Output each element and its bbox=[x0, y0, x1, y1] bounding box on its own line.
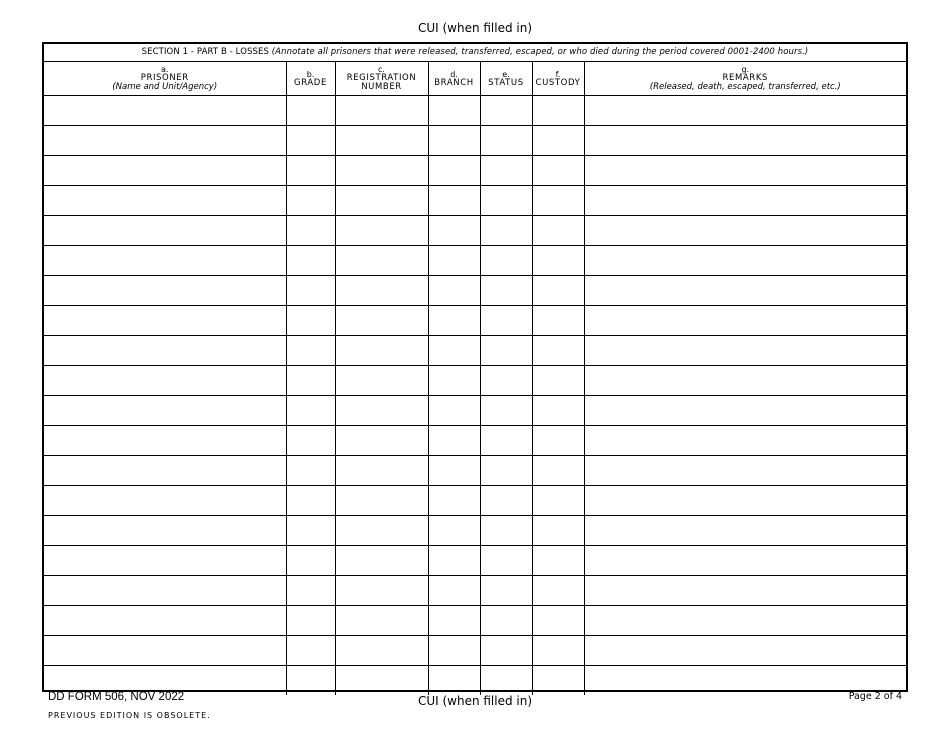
grade-cell[interactable] bbox=[286, 246, 335, 276]
table-row bbox=[44, 576, 906, 606]
custody-cell[interactable] bbox=[532, 96, 584, 126]
section-instruction: (Annotate all prisoners that were released, transferred, escaped, or who died during the period covered 0001-2400 hours.) bbox=[271, 47, 809, 57]
custody-cell[interactable] bbox=[532, 336, 584, 366]
grade-cell[interactable] bbox=[286, 486, 335, 516]
custody-cell[interactable] bbox=[532, 306, 584, 336]
remarks-cell[interactable] bbox=[584, 186, 906, 216]
grade-cell[interactable] bbox=[286, 516, 335, 546]
table-row bbox=[44, 546, 906, 576]
edition-note: PREVIOUS EDITION IS OBSOLETE. bbox=[48, 711, 211, 720]
prisoner-cell[interactable] bbox=[44, 606, 286, 636]
column-sublabel: (Released, death, escaped, transferred, etc.) bbox=[649, 82, 841, 92]
column-label: REGISTRATION NUMBER bbox=[346, 73, 417, 92]
grade-cell[interactable] bbox=[286, 636, 335, 666]
custody-cell[interactable] bbox=[532, 246, 584, 276]
grade-cell[interactable] bbox=[286, 366, 335, 396]
status-cell[interactable] bbox=[480, 396, 532, 426]
grade-cell[interactable] bbox=[286, 126, 335, 156]
column-sublabel: (Name and Unit/Agency) bbox=[112, 82, 218, 92]
branch-cell[interactable] bbox=[428, 666, 480, 696]
section-title-bar bbox=[44, 44, 906, 62]
branch-cell[interactable] bbox=[428, 126, 480, 156]
custody-cell[interactable] bbox=[532, 396, 584, 426]
status-cell[interactable] bbox=[480, 666, 532, 696]
table-row bbox=[44, 276, 906, 306]
status-cell[interactable] bbox=[480, 636, 532, 666]
section-title: SECTION 1 - PART B - LOSSES bbox=[141, 47, 269, 57]
remarks-cell[interactable] bbox=[584, 546, 906, 576]
status-cell[interactable] bbox=[480, 246, 532, 276]
branch-cell[interactable] bbox=[428, 186, 480, 216]
table-row bbox=[44, 156, 906, 186]
column-letter: c. bbox=[378, 65, 385, 74]
branch-cell[interactable] bbox=[428, 156, 480, 186]
grade-cell[interactable] bbox=[286, 576, 335, 606]
column-label: REMARKS bbox=[722, 73, 768, 83]
registration-number-cell[interactable] bbox=[335, 276, 428, 306]
cui-header: CUI (when filled in) bbox=[417, 21, 533, 35]
remarks-cell[interactable] bbox=[584, 156, 906, 186]
remarks-cell[interactable] bbox=[584, 306, 906, 336]
remarks-cell[interactable] bbox=[584, 576, 906, 606]
branch-cell[interactable] bbox=[428, 306, 480, 336]
prisoner-cell[interactable] bbox=[44, 486, 286, 516]
branch-cell[interactable] bbox=[428, 396, 480, 426]
branch-cell[interactable] bbox=[428, 456, 480, 486]
status-cell[interactable] bbox=[480, 306, 532, 336]
prisoner-cell[interactable] bbox=[44, 636, 286, 666]
custody-cell[interactable] bbox=[532, 276, 584, 306]
branch-cell[interactable] bbox=[428, 576, 480, 606]
custody-cell[interactable] bbox=[532, 636, 584, 666]
table-row bbox=[44, 366, 906, 396]
grade-cell[interactable] bbox=[286, 336, 335, 366]
prisoner-cell[interactable] bbox=[44, 546, 286, 576]
losses-table bbox=[44, 62, 906, 695]
remarks-cell[interactable] bbox=[584, 396, 906, 426]
column-header-remarks bbox=[584, 62, 906, 96]
remarks-cell[interactable] bbox=[584, 366, 906, 396]
status-cell[interactable] bbox=[480, 186, 532, 216]
prisoner-cell[interactable] bbox=[44, 186, 286, 216]
custody-cell[interactable] bbox=[532, 156, 584, 186]
column-header-custody bbox=[532, 62, 584, 96]
prisoner-cell[interactable] bbox=[44, 426, 286, 456]
grade-cell[interactable] bbox=[286, 426, 335, 456]
column-letter: e. bbox=[502, 69, 510, 79]
grade-cell[interactable] bbox=[286, 156, 335, 186]
column-header-prisoner bbox=[44, 62, 286, 96]
prisoner-cell[interactable] bbox=[44, 126, 286, 156]
custody-cell[interactable] bbox=[532, 516, 584, 546]
column-label: STATUS bbox=[488, 77, 524, 88]
remarks-cell[interactable] bbox=[584, 126, 906, 156]
prisoner-cell[interactable] bbox=[44, 516, 286, 546]
custody-cell[interactable] bbox=[532, 426, 584, 456]
table-body bbox=[44, 96, 906, 696]
column-letter: g. bbox=[741, 65, 750, 74]
table-row bbox=[44, 516, 906, 546]
table-row bbox=[44, 636, 906, 666]
table-row bbox=[44, 306, 906, 336]
column-label: CUSTODY bbox=[535, 77, 581, 88]
cui-footer: CUI (when filled in) bbox=[417, 694, 533, 708]
branch-cell[interactable] bbox=[428, 96, 480, 126]
column-header-status bbox=[480, 62, 532, 96]
registration-number-cell[interactable] bbox=[335, 456, 428, 486]
status-cell[interactable] bbox=[480, 456, 532, 486]
column-letter: b. bbox=[306, 69, 315, 79]
table-row bbox=[44, 486, 906, 516]
custody-cell[interactable] bbox=[532, 666, 584, 696]
grade-cell[interactable] bbox=[286, 96, 335, 126]
table-row bbox=[44, 216, 906, 246]
grade-cell[interactable] bbox=[286, 186, 335, 216]
remarks-cell[interactable] bbox=[584, 276, 906, 306]
remarks-cell[interactable] bbox=[584, 636, 906, 666]
branch-cell[interactable] bbox=[428, 486, 480, 516]
registration-number-cell[interactable] bbox=[335, 126, 428, 156]
branch-cell[interactable] bbox=[428, 246, 480, 276]
registration-number-cell[interactable] bbox=[335, 606, 428, 636]
table-row bbox=[44, 456, 906, 486]
remarks-cell[interactable] bbox=[584, 456, 906, 486]
custody-cell[interactable] bbox=[532, 186, 584, 216]
table-row bbox=[44, 96, 906, 126]
prisoner-cell[interactable] bbox=[44, 96, 286, 126]
column-letter: a. bbox=[161, 65, 169, 74]
custody-cell[interactable] bbox=[532, 576, 584, 606]
remarks-cell[interactable] bbox=[584, 426, 906, 456]
custody-cell[interactable] bbox=[532, 366, 584, 396]
prisoner-cell[interactable] bbox=[44, 306, 286, 336]
status-cell[interactable] bbox=[480, 156, 532, 186]
table-row bbox=[44, 246, 906, 276]
grade-cell[interactable] bbox=[286, 666, 335, 696]
prisoner-cell[interactable] bbox=[44, 216, 286, 246]
registration-number-cell[interactable] bbox=[335, 426, 428, 456]
custody-cell[interactable] bbox=[532, 126, 584, 156]
page-number: Page 2 of 4 bbox=[848, 691, 902, 702]
status-cell[interactable] bbox=[480, 366, 532, 396]
prisoner-cell[interactable] bbox=[44, 276, 286, 306]
branch-cell[interactable] bbox=[428, 276, 480, 306]
remarks-cell[interactable] bbox=[584, 516, 906, 546]
status-cell[interactable] bbox=[480, 336, 532, 366]
registration-number-cell[interactable] bbox=[335, 546, 428, 576]
table-row bbox=[44, 336, 906, 366]
prisoner-cell[interactable] bbox=[44, 456, 286, 486]
registration-number-cell[interactable] bbox=[335, 396, 428, 426]
prisoner-cell[interactable] bbox=[44, 156, 286, 186]
custody-cell[interactable] bbox=[532, 546, 584, 576]
custody-cell[interactable] bbox=[532, 486, 584, 516]
custody-cell[interactable] bbox=[532, 606, 584, 636]
form-id: DD FORM 506, NOV 2022 bbox=[48, 691, 185, 703]
branch-cell[interactable] bbox=[428, 366, 480, 396]
branch-cell[interactable] bbox=[428, 516, 480, 546]
prisoner-cell[interactable] bbox=[44, 246, 286, 276]
registration-number-cell[interactable] bbox=[335, 96, 428, 126]
grade-cell[interactable] bbox=[286, 276, 335, 306]
table-row bbox=[44, 396, 906, 426]
status-cell[interactable] bbox=[480, 576, 532, 606]
prisoner-cell[interactable] bbox=[44, 396, 286, 426]
status-cell[interactable] bbox=[480, 516, 532, 546]
branch-cell[interactable] bbox=[428, 426, 480, 456]
registration-number-cell[interactable] bbox=[335, 576, 428, 606]
column-header-row bbox=[44, 62, 906, 96]
registration-number-cell[interactable] bbox=[335, 366, 428, 396]
status-cell[interactable] bbox=[480, 216, 532, 246]
grade-cell[interactable] bbox=[286, 456, 335, 486]
table-row bbox=[44, 606, 906, 636]
status-cell[interactable] bbox=[480, 486, 532, 516]
grade-cell[interactable] bbox=[286, 216, 335, 246]
branch-cell[interactable] bbox=[428, 606, 480, 636]
column-header-branch bbox=[428, 62, 480, 96]
registration-number-cell[interactable] bbox=[335, 666, 428, 696]
status-cell[interactable] bbox=[480, 276, 532, 306]
branch-cell[interactable] bbox=[428, 546, 480, 576]
branch-cell[interactable] bbox=[428, 636, 480, 666]
status-cell[interactable] bbox=[480, 126, 532, 156]
table-row bbox=[44, 426, 906, 456]
remarks-cell[interactable] bbox=[584, 246, 906, 276]
column-label: BRANCH bbox=[434, 77, 474, 88]
registration-number-cell[interactable] bbox=[335, 636, 428, 666]
grade-cell[interactable] bbox=[286, 396, 335, 426]
branch-cell[interactable] bbox=[428, 336, 480, 366]
status-cell[interactable] bbox=[480, 546, 532, 576]
prisoner-cell[interactable] bbox=[44, 336, 286, 366]
grade-cell[interactable] bbox=[286, 546, 335, 576]
custody-cell[interactable] bbox=[532, 216, 584, 246]
prisoner-cell[interactable] bbox=[44, 576, 286, 606]
column-letter: d. bbox=[450, 69, 458, 79]
column-label: GRADE bbox=[294, 77, 327, 88]
status-cell[interactable] bbox=[480, 96, 532, 126]
registration-number-cell[interactable] bbox=[335, 336, 428, 366]
registration-number-cell[interactable] bbox=[335, 186, 428, 216]
status-cell[interactable] bbox=[480, 606, 532, 636]
remarks-cell[interactable] bbox=[584, 486, 906, 516]
grade-cell[interactable] bbox=[286, 306, 335, 336]
custody-cell[interactable] bbox=[532, 456, 584, 486]
registration-number-cell[interactable] bbox=[335, 516, 428, 546]
registration-number-cell[interactable] bbox=[335, 216, 428, 246]
remarks-cell[interactable] bbox=[584, 216, 906, 246]
registration-number-cell[interactable] bbox=[335, 306, 428, 336]
column-label: PRISONER bbox=[140, 73, 189, 83]
registration-number-cell[interactable] bbox=[335, 246, 428, 276]
column-header-registration-number bbox=[335, 62, 428, 96]
column-letter: f. bbox=[555, 69, 561, 79]
table-row bbox=[44, 126, 906, 156]
branch-cell[interactable] bbox=[428, 216, 480, 246]
status-cell[interactable] bbox=[480, 426, 532, 456]
registration-number-cell[interactable] bbox=[335, 486, 428, 516]
losses-form bbox=[42, 42, 908, 692]
prisoner-cell[interactable] bbox=[44, 366, 286, 396]
grade-cell[interactable] bbox=[286, 606, 335, 636]
table-row bbox=[44, 186, 906, 216]
column-header-grade bbox=[286, 62, 335, 96]
registration-number-cell[interactable] bbox=[335, 156, 428, 186]
remarks-cell[interactable] bbox=[584, 606, 906, 636]
remarks-cell[interactable] bbox=[584, 96, 906, 126]
remarks-cell[interactable] bbox=[584, 336, 906, 366]
